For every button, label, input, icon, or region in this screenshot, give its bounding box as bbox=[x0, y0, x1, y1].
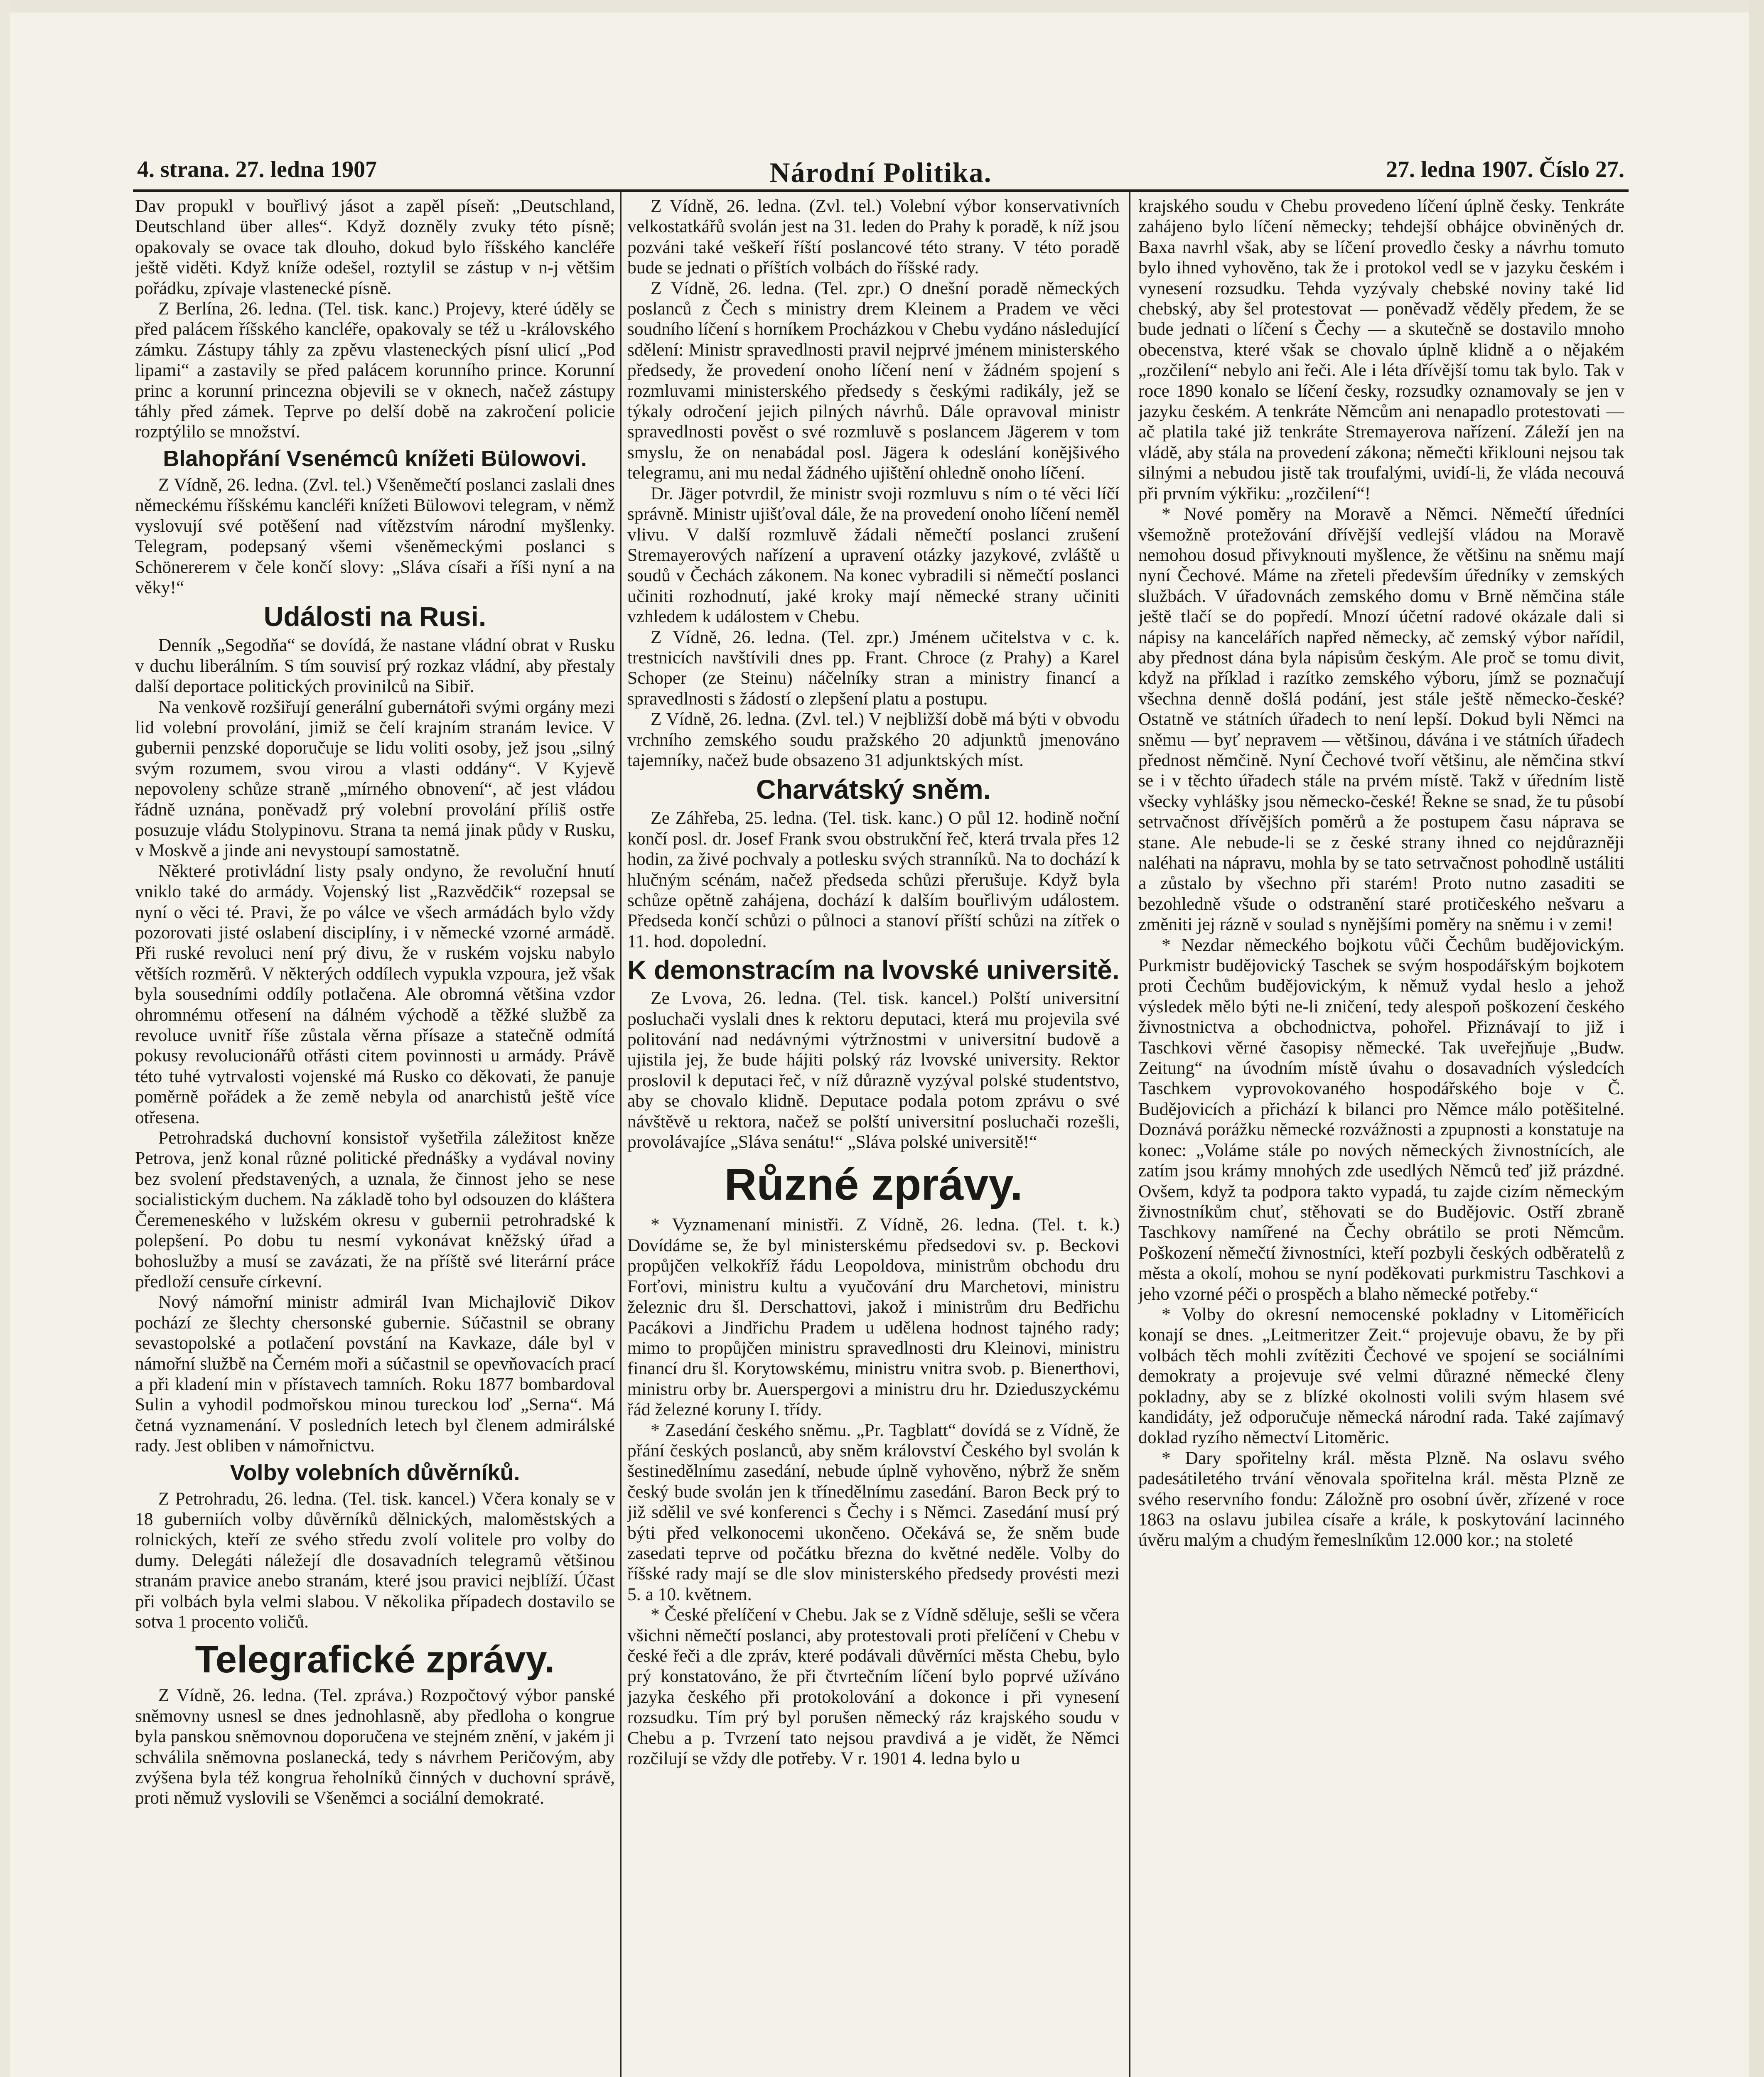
section-heading: Události na Rusi. bbox=[263, 601, 486, 632]
column-divider bbox=[1129, 192, 1130, 2077]
article-paragraph: Na venkově rozšiřují generální gubernátoři svými orgány mezi lid volební provolání, jimiž se čelí krajním stranám levice. V gubernii penzské doporučuje se lidu voliti osoby, jež jsou „silný svým rozumem, svou virou a vlasti oddány“. V Kyjevě nepovoleny schůze straně „mírného obnovení“, ač jest vládou řádně uznána, poněvadž prý volební provolání příliš ostře posuzuje vládu Stolypinovu. Strana ta nemá jinak půdy v Rusku, v Moskvě a jinde ani nevystoupí samostatně. bbox=[135, 697, 615, 861]
article-paragraph: Z Vídně, 26. ledna. (Zvl. tel.) Volební výbor konservativních velkostatkářů svolán jest na 31. leden do Prahy k poradě, k níž jsou pozváni také veškeří říští poslancové této strany. V této poradě bude se jednati o příštích volbách do říšské rady. bbox=[627, 196, 1120, 278]
article-paragraph: Některé protivládní listy psaly ondyno, že revoluční hnutí vniklo také do armády. Vojenský list „Razvědčik“ rozepsal se nyní o věci té. Pravi, že po válce ve všech armádách bylo vždy pozorovati jisté oslabení disciplíny, i v německé vzorné armádě. Při ruské revoluci není prý divu, že v ruském vojsku nabylo větších rozměrů. V některých oddílech vypukla vzpoura, jež však byla sousedními oddíly potlačena. Ale obromná většina vzdor ohromnému otřesení na dálném východě a těžké službě za revoluce uvnitř říše zůstala věrna přísaze a statečně odmítá pokusy revolucionářů otřásti citem povinnosti u armády. Právě této tuhé vytrvalosti vojenské má Rusko co děkovati, že panuje poměrně pořádek a že země nebyla od anarchistů ještě více otřesena. bbox=[135, 861, 615, 1127]
article-paragraph: Petrohradská duchovní konsistoř vyšetřila záležitost kněze Petrova, jenž konal různé politické přednášky a vydával noviny bez svolení představených, a uznala, že činnost jeho se nese socialistickým duchem. Na základě toho byl odsouzen do kláštera Čeremeneského v lužském okresu v gubernii petrohradské k polepšení. Po dobu tu nesmí vykonávat kněžský úřad a bohoslužby a musí se zavázati, že na příště své literární práce předloží censuře církevní. bbox=[135, 1128, 615, 1291]
scan-edge-top bbox=[0, 0, 1764, 12]
article-paragraph: Z Vídně, 26. ledna. (Tel. zpr.) Jménem učitelstva v c. k. trestnicích navštívili dnes pp. Frant. Chroce (z Prahy) a Karel Schoper (ze Steinu) náčelníky stran a ministry financí a spravedlnosti s žádostí o zlepšení platu a postupu. bbox=[627, 627, 1120, 709]
scan-edge-right bbox=[1749, 0, 1764, 2077]
article-paragraph: * Nové poměry na Moravě a Němci. Němečtí úředníci všemožně protežování dřívější vedlejší vládou na Moravě nemohou dosud přivyknouti myšlence, že většinu na sněmu mají nyní Čechové. Máme na zřeteli především úředníky v zemských službách. V úřadovnách zemského domu v Brně němčina stále ještě tlačí se do popředí. Mnozí účetní radové okázale dali si nápisy na kancelářích napřed německy, ač zemský výbor nařídil, aby přednost dána byla nápisům českým. Ale proč se tomu divit, když na příklad i razítko zemského výboru, jímž se poznačují všechna denně došlá podání, jest stále ještě německo-české? Ostatně ve státních úřadech to není lepší. Dokud byli Němci na sněmu — byť nepravem — většinou, dávána i ve státních úřadech přednost němčině. Nyní Čechové tvoří většinu, ale němčina stkví se i v těchto úřadech stále na prvém místě. Takž v úředním listě všecky vyhlášky jsou německo-české! Řekne se snad, že tu působí setrvačnost dřívějších poměrů a že postupem času náprava se stane. Ale nebude-li se z české strany ihned co nejdůrazněji naléhati na nápravu, mohla by se tato setrvačnost pohodlně ustáliti a zůstalo by všechno při starém! Proto nutno zasaditi se bezohledně všude o odstranění staré protičeského nešvaru a změniti jej rázně v soulad s nynějšími poměry na sněmu i v zemi! bbox=[1138, 504, 1624, 935]
article-paragraph: * České přelíčení v Chebu. Jak se z Vídně sděluje, sešli se včera všichni němečtí poslanci, aby protestovali proti přelíčení v Chebu v české řeči a dle zpráv, které podávali důvěrníci města Chebu, bylo prý konstatováno, že při čtvrtečním líčení bylo poprvé užíváno jazyka českého při protokolování a dokonce i při vynesení rozsudku. Tím prý byl porušen německý ráz krajského soudu v Chebu a p. Tvrzení tato nejsou pravdivá a je vidět, že Němci rozčilují se vždy dle potřeby. V r. 1901 4. ledna bylo u bbox=[627, 1605, 1120, 1769]
section-heading: K demonstracím na lvovské universitě. bbox=[627, 955, 1120, 985]
article-paragraph: Denník „Segodňa“ se dovídá, že nastane vládní obrat v Rusku v duchu liberálním. S tím souvisí prý rozkaz vládní, aby přestaly další deportace politických provinilců na Sibiř. bbox=[135, 635, 615, 697]
article-paragraph: krajského soudu v Chebu provedeno líčení úplně česky. Tenkráte zahájeno bylo líčení německy; tehdejší obhájce obviněných dr. Baxa navrhl však, aby se líčení provedlo česky a návrhu tomuto bylo ihned vyhověno, tak že i protokol vedl se v jazyku českém i vynesení rozsudku. Tehda vyzývaly chebské noviny také lid chebský, aby šel protestovat — poněvadž věděly předem, že se bude jednati o líčení s Čechy — a skutečně se dostavilo mnoho obecenstva, které však se chovalo úplně klidně a o nějakém „rozčilení“ nebylo ani řeči. Ale i léta dřívější tomu tak bylo. Tak v roce 1890 konalo se líčení česky, rozsudky oznamovaly se jen v jazyku českém. A tenkráte Němcům ani nenapadlo protestovati — ač platila také již tenkráte Stremayerova nařízení. Záleží jen na vládě, aby stála na provedení zákona; němečti křiklouni nejsou tak silnými a nebudou jistě tak troufalými, uvidí-li, že vláda necouvá při prvním výkřiku: „rozčilení“! bbox=[1138, 196, 1624, 503]
article-paragraph: Ze Lvova, 26. ledna. (Tel. tisk. kancel.) Polští universitní posluchači vyslali dnes k rektoru deputaci, která mu projevila své politování nad nedávnými výtržnostmi v universitní budově a ujistila jej, že bude hájiti polský ráz lvovské university. Rektor proslovil k deputaci řeč, v níž důrazně vyzýval polské studentstvo, aby se chovalo klidně. Deputace podala potom zprávu o své návštěvě u rektora, načež se polští universitní posluchači rozešli, provolávajíce „Sláva senátu!“ „Sláva polské universitě!“ bbox=[627, 988, 1120, 1152]
article-paragraph: * Volby do okresní nemocenské pokladny v Litoměřicích konají se dnes. „Leitmeritzer Zeit.“ projevuje obavu, že by při volbách těch mohli zvítěziti Čechové ve spojení se sociálními demokraty a projevuje své velmi důrazné německé členy pokladny, aby se z blízké okolnosti volili svým hlasem své kandidáty, jež odporučuje německá národní rada. Také zajímavý doklad ryzího němectví Litoměric. bbox=[1138, 1304, 1624, 1448]
column-2 bbox=[627, 196, 1120, 2077]
article-paragraph: Ze Záhřeba, 25. ledna. (Tel. tisk. kanc.) O půl 12. hodině noční končí posl. dr. Josef Frank svou obstrukční řeč, která trvala přes 12 hodin, za živé pochvaly a potlesku svých stranníků. Na to dochází k hlučným scénám, načež předseda schůzi přerušuje. Když byla schůze opětně zahájena, dochází k dalším bouřlivým událostem. Předseda končí schůzi o půlnoci a stanoví příští schůzi na zítřek o 11. hod. dopolední. bbox=[627, 808, 1120, 951]
article-paragraph: Dav propukl v bouřlivý jásot a zapěl píseň: „Deutschland, Deutschland über alles“. Když dozněly zvuky této písně; opakovaly se ovace tak dlouho, dokud bylo říšského kancléře ještě viděti. Když kníže odešel, roztylil se zástup v n-j většim pořádku, zpívaje vlastenecké písně. bbox=[135, 196, 615, 298]
column-divider bbox=[620, 192, 622, 2077]
section-heading: Charvátský sněm. bbox=[756, 774, 991, 805]
page-number-date: 4. strana. 27. ledna 1907 bbox=[137, 157, 377, 182]
issue-date-number: 27. ledna 1907. Číslo 27. bbox=[1386, 157, 1624, 182]
scan-edge-left bbox=[0, 0, 10, 2077]
section-heading: Telegrafické zprávy. bbox=[195, 1638, 555, 1681]
article-paragraph: Z Vídně, 26. ledna. (Tel. zpr.) O dnešní poradě německých poslanců z Čech s ministry drem Kleinem a Pradem ve věci soudního líčení s horníkem Procházkou v Chebu vydáno následující sdělení: Ministr spravedlnosti pravil nejprvé jménem ministerského předsedy, že provedení onoho líčení není v žádném spojení s rozmluvami ministerského předsedy s českými radikály, jež se týkaly odročení jejich pilných návrhů. Dále opravoval ministr spravedlnosti pověst o své rozmluvě s poslancem Jägerem v tom smyslu, že on nenabádal posl. Jägera k odeslání konějšivého telegramu, ani mu nedal žádného ujištění ohledně onoho líčení. bbox=[627, 278, 1120, 483]
article-paragraph: Dr. Jäger potvrdil, že ministr svoji rozmluvu s ním o té věci líčí správně. Ministr ujišťoval dále, že na provedení onoho líčení neměl vlivu. V další rozmluvě žádali němečtí poslanci zrušení Stremayerových nařízení a upravení otázky jazykové, zvláště u soudů v Čechách zákonem. Na konec vybradili si němečtí poslanci učiniti rozhodnutí, jaké kroky mají německé strany učiniti vzhledem k událostem v Chebu. bbox=[627, 483, 1120, 627]
article-paragraph: Z Vídně, 26. ledna. (Zvl. tel.) Všeněmečtí poslanci zaslali dnes německému říšskému kancléři knížeti Bülowovi telegram, v němž vyslovují své potěšení nad vítězstvím národní myšlenky. Telegram, podepsaný všemi všeněmeckými poslanci s Schönererem v čele končí slovy: „Sláva císaři a říši nyní a na věky!“ bbox=[135, 474, 615, 597]
section-heading: Volby volebních důvěrníků. bbox=[230, 1460, 520, 1485]
page-header bbox=[137, 156, 1624, 187]
header-rule bbox=[133, 189, 1629, 192]
article-paragraph: Z Berlína, 26. ledna. (Tel. tisk. kanc.) Projevy, které úděly se před palácem říšského kancléře, opakovaly se též u -královského zámku. Zástupy táhly za zpěvu vlasteneckých písní ulicí „Pod lipami“ a zastavily se před palácem korunního prince. Korunní princ a korunní princezna objevili se v oknech, načež zástupy táhly před zámek. Teprve po delší době na zakročení policie rozptýlilo se množství. bbox=[135, 299, 615, 442]
column-1 bbox=[135, 196, 615, 2077]
article-paragraph: * Nezdar německého bojkotu vůči Čechům budějovickým. Purkmistr budějovický Taschek se svým hospodářským bojkotem proti Čechům budějovickým, k němuž vydal heslo a jehož výsledek mělo býti ne-li zničení, tedy alespoň poškození českého živnostnictva a obchodnictva, pohořel. Přiznávají to již i Taschkovi věrné časopisy německé. Tak uveřejňuje „Budw. Zeitung“ na úvodním místě úvahu o dosavadních výsledcích Taschkem vyprovokovaného hospodářského boje v Č. Budějovicích a přichází k bilanci pro Němce málo potěšitelné. Doznává porážku německé rozvážnosti a zpupnosti a konstatuje na konec: „Voláme stále po nových německých živnostnících, ale zatím jsou krámy mnohých zde usedlých Němců teď již prázdné. Ovšem, když ta podpora takto vypadá, tu zajde cizím německým živnostníkům chuť, stěhovati se do Budějovic. Ostří zbraně Taschkovy namířené na Čechy obrátilo se proti Němcům. Poškození němečtí živnostníci, kteří pozbyli českých odběratelů z města a okolí, mohou se nyní poděkovati purkmistru Taschkovi a jeho vzorné péči o prospěch a blaho německé potřeby.“ bbox=[1138, 935, 1624, 1304]
article-paragraph: * Dary spořitelny král. města Plzně. Na oslavu svého padesátiletého trvání věnovala spořitelna král. města Plzně ze svého reservního fondu: Záložně pro osobní úvěr, zřízené v roce 1863 na oslavu jubilea císaře a krále, k poskytování lacinného úvěru malým a chudým řemeslníkům 12.000 kor.; na stoleté bbox=[1138, 1448, 1624, 1550]
article-paragraph: Nový námořní ministr admirál Ivan Michajlovič Dikov pochází ze šlechty chersonské gubernie. Súčastnil se obrany sevastopolské a potlačení povstání na Kavkaze, dále byl v námořní službě na Černém moři a súčastnil se opevňovacích prací a při kladení min v přístavech tamních. Roku 1877 bombardoval Sulin a vyhodil podmořskou minou tureckou loď „Serna“. Má četná vyznamenání. V posledních letech byl členem admirálské rady. Jest obliben v námořnictvu. bbox=[135, 1292, 615, 1456]
masthead-title: Národní Politika. bbox=[769, 157, 992, 188]
article-paragraph: Z Vídně, 26. ledna. (Tel. zpráva.) Rozpočtový výbor panské sněmovny usnesl se dnes jednohlasně, aby předloha o kongrue byla panskou sněmovnou doporučena ve stejném znění, v jakém ji schválila sněmovna poslanecká, tedy s návrhem Peričovým, aby zvýšena byla též kongrua řeholníků činných v duchovní správě, proti němuž vyslovili se Všeněmci a sociální demokraté. bbox=[135, 1685, 615, 1808]
article-paragraph: * Vyznamenaní ministři. Z Vídně, 26. ledna. (Tel. t. k.) Dovídáme se, že byl ministerskému předsedovi sv. p. Beckovi propůjčen velkokříž řádu Leopoldova, ministrům obchodu dru Forťovi, ministru kultu a vyučování dru Marchetovi, ministru železnic dru šl. Derschattovi, jakož i ministrům dru Bedřichu Pacákovi a Jindřichu Pradem u udělena hodnost tajného rady; mimo to propůjčen ministru spravedlnosti dru Kleinovi, ministru financí dru šl. Korytowskému, ministru vnitra svob. p. Bienerthovi, ministru orby br. Auerspergovi a ministru dru hr. Dzieduszyckému řád železné koruny I. třídy. bbox=[627, 1215, 1120, 1420]
article-paragraph: Z Petrohradu, 26. ledna. (Tel. tisk. kancel.) Včera konaly se v 18 guberniích volby důvěrníků dělnických, maloměstských a rolnických, kteří ze svého středu zvolí volitele pro volby do dumy. Delegáti náležejí dle dosavadních telegramů většinou stranám pravice anebo stranám, které jsou pravici nejblíží. Účast při volbách byla velmi slabou. V několika případech dostavilo se sotva 1 procento voličů. bbox=[135, 1488, 615, 1632]
section-heading: Blahopřání Vsenémcû knížeti Bülowovi. bbox=[163, 446, 587, 471]
article-paragraph: Z Vídně, 26. ledna. (Zvl. tel.) V nejbližší době má býti v obvodu vrchního zemského soudu pražského 20 adjunktů jmenováno tajemníky, načež bude obsazeno 31 adjunktských míst. bbox=[627, 709, 1120, 770]
section-heading: Různé zprávy. bbox=[724, 1159, 1023, 1210]
column-3 bbox=[1138, 196, 1624, 2077]
article-paragraph: * Zasedání českého sněmu. „Pr. Tagblatt“ dovídá se z Vídně, že přání českých poslanců, aby sněm království Českého byl svolán k šestinedělnímu zasedání, nebude úplně vyhověno, nýbrž že sněm český bude svolán jen k třínedělnímu zasedání. Baron Beck prý to již sdělil ve své konferenci s Čechy i s Němci. Zasedání musí prý býti před velkonocemi ukončeno. Očekává se, že sněm bude zasedati teprve od počátku března do květné neděle. Volby do říšské rady mají se dle slov ministerského předsedy provésti mezi 5. a 10. květnem. bbox=[627, 1420, 1120, 1604]
